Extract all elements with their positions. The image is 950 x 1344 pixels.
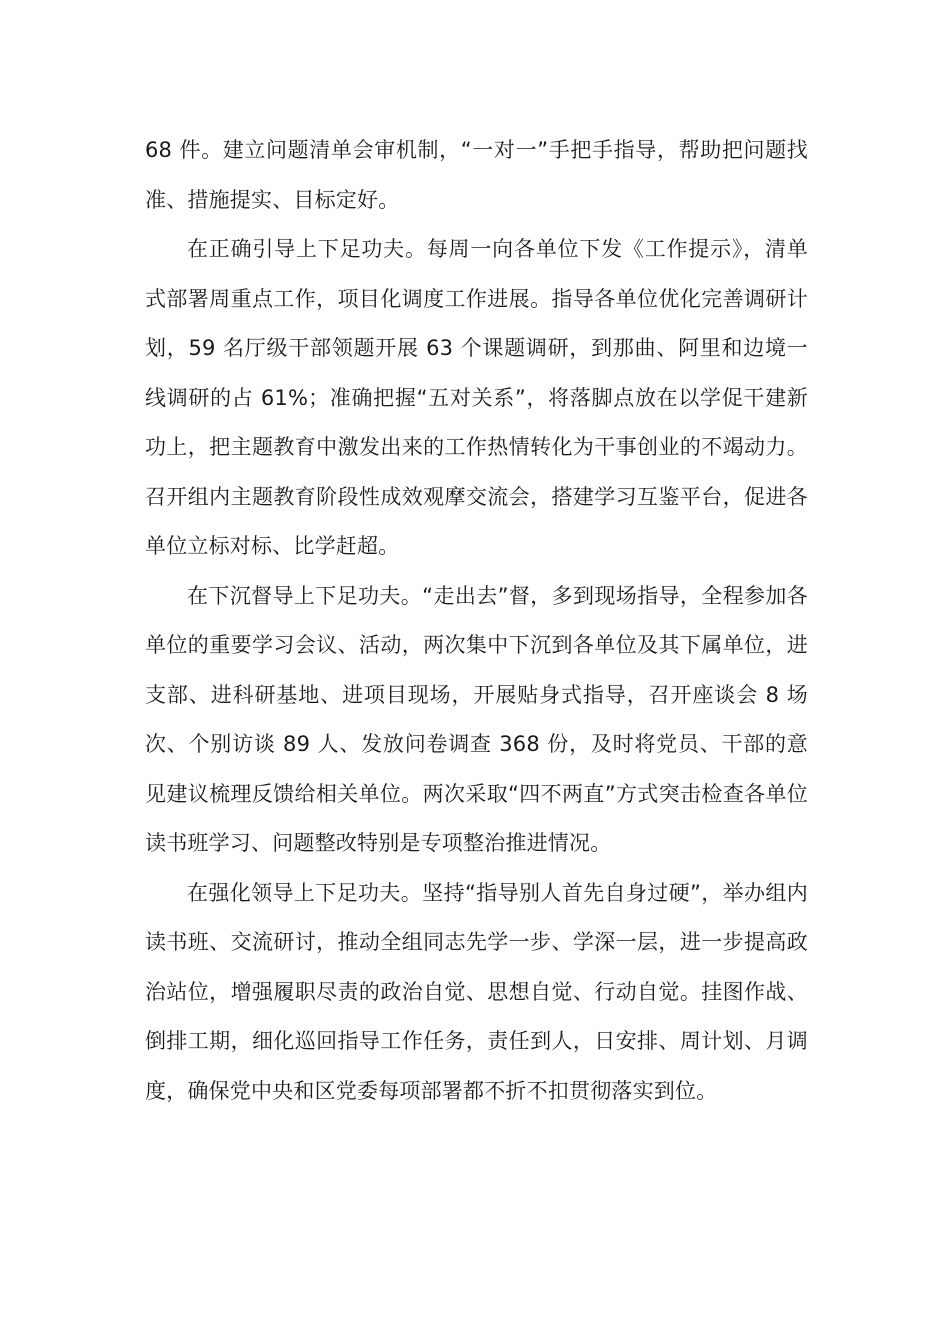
paragraph-strengthen-leadership: 在强化领导上下足功夫。坚持“指导别人首先自身过硬”，举办组内读书班、交流研讨，推动全组同志先学一步、学深一层，进一步提高政治站位，增强履职尽责的政治自觉、思想自觉、行动自觉。挂图作战、倒排工期，细化巡回指导工作任务，责任到人，日安排、周计划、月调度，确保党中央和区党委每项部署都不折不扣贯彻落实到位。	[145, 880, 808, 1103]
paragraph-correct-guidance: 在正确引导上下足功夫。每周一向各单位下发《工作提示》，清单式部署周重点工作，项目化调度工作进展。指导各单位优化完善调研计划，59 名厅级干部领题开展 63 个课题调研，到那曲、阿里和边境一线调研的占 61%；准确把握“五对关系”，将落脚点放在以学促干建新功上，把主题教育中激发出来的工作热情转化为干事创业的不竭动力。召开组内主题教育阶段性成效观摩交流会，搭建学习互鉴平台，促进各单位立标对标、比学赶超。	[145, 237, 808, 558]
document-body	[145, 126, 808, 1116]
paragraph-continuation: 68 件。建立问题清单会审机制，“一对一”手把手指导，帮助把问题找准、措施提实、目标定好。	[145, 138, 808, 212]
paragraph-onsite-supervision: 在下沉督导上下足功夫。“走出去”督，多到现场指导，全程参加各单位的重要学习会议、活动，两次集中下沉到各单位及其下属单位，进支部、进科研基地、进项目现场，开展贴身式指导，召开座谈会 8 场次、个别访谈 89 人、发放问卷调查 368 份，及时将党员、干部的意见建议梳理反馈给相关单位。两次采取“四不两直”方式突击检查各单位读书班学习、问题整改特别是专项整治推进情况。	[145, 583, 808, 855]
